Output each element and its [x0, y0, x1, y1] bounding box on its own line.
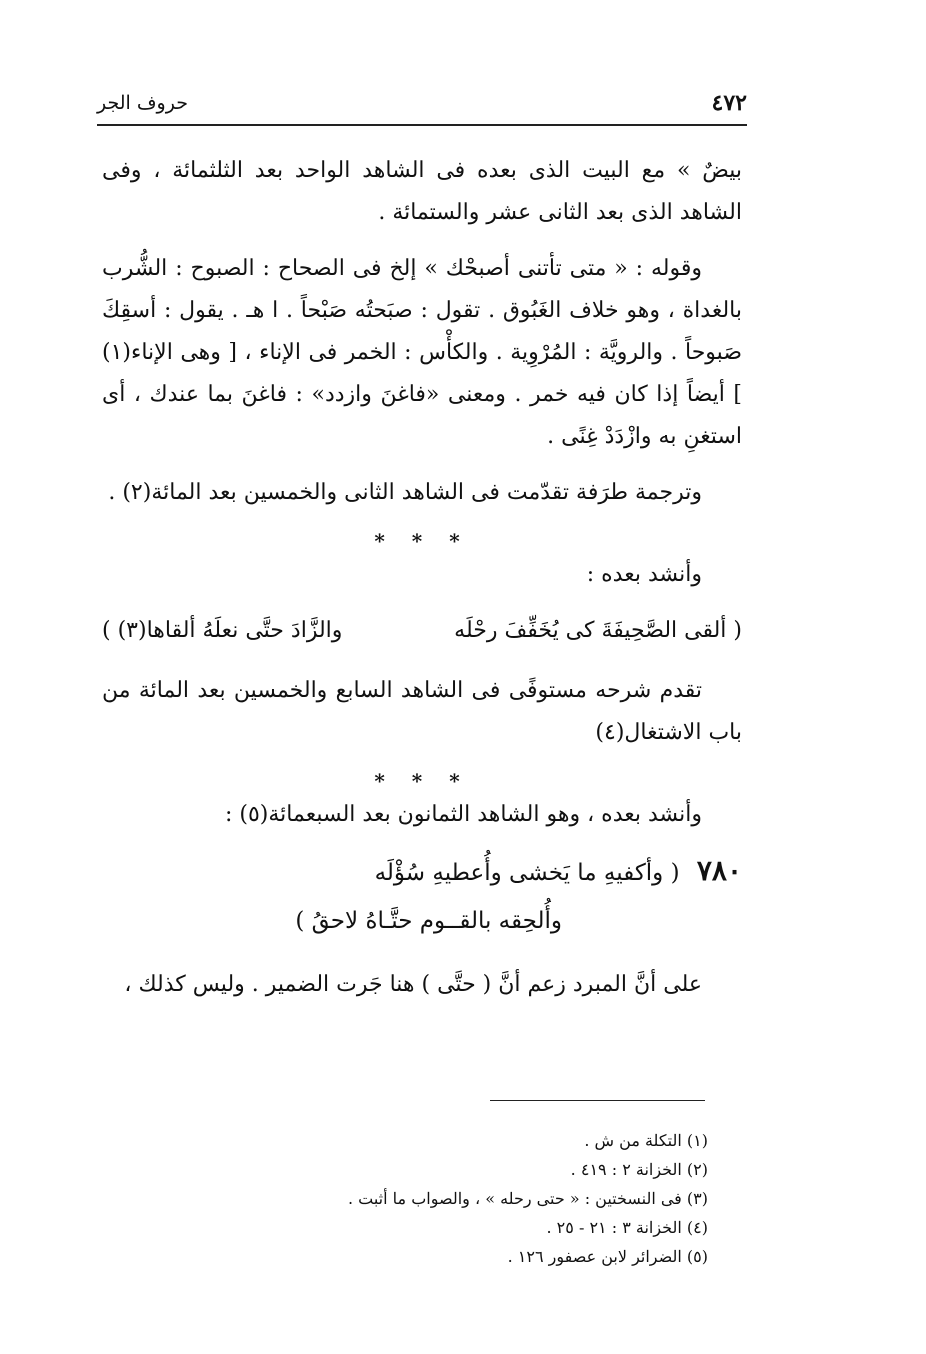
verse-line	[102, 610, 742, 652]
shahid-number: ٧٨٠	[696, 854, 742, 887]
footnote-1: (١) التكلة من ش .	[584, 1131, 708, 1150]
footnote-rule	[490, 1100, 705, 1101]
verse-first-hemistich: ( ألقى الصَّحِيفَةَ كى يُخَفِّفَ رحْلَه	[454, 618, 742, 643]
verse-second-hemistich: والزَّادَ حتَّى نعلَهُ ألقاها(٣) )	[102, 618, 343, 643]
section-divider-stars: * * *	[374, 529, 470, 553]
paragraph-4: وأنشد بعده :	[586, 562, 702, 587]
page-number: ٤٧٢	[711, 90, 747, 116]
paragraph-5: تقدم شرحه مستوفًى فى الشاهد السابع والخمسين بعد المائة من باب الاشتغال(٤)	[102, 678, 742, 745]
running-title: حروف الجر	[97, 92, 188, 114]
footnote-4: (٤) الخزانة ٣ : ٢١ - ٢٥ .	[546, 1218, 708, 1237]
shahid-second-hemistich: وأُلحِقه بالقــوم حتَّـاهُ لاحقُ )	[295, 908, 562, 934]
footnote-3: (٣) فى النسختين : « حتى رحله » ، والصواب ما أثبت .	[347, 1189, 708, 1208]
page-header	[97, 90, 747, 124]
paragraph-6: وأنشد بعده ، وهو الشاهد الثمانون بعد السبعمائة(٥) :	[224, 802, 702, 827]
paragraph-1: بيضٌ » مع البيت الذى بعده فى الشاهد الواحد بعد الثلثمائة ، وفى الشاهد الذى بعد الثانى عشر والستمائة .	[102, 158, 742, 225]
paragraph-3: وترجمة طرَفة تقدّمت فى الشاهد الثانى والخمسين بعد المائة(٢) .	[108, 480, 702, 505]
footnotes	[300, 1126, 708, 1271]
footnote-2: (٢) الخزانة ٢ : ٤١٩ .	[570, 1160, 708, 1179]
header-rule	[97, 124, 747, 126]
paragraph-2: وقوله : « متى تأتنى أصبحْك » إلخ فى الصحاح : الصبوح : الشُّرب بالغداة ، وهو خلاف الغَبُوق . تقول : صبَحتُه صَبْحاً . ا هـ . يقول : أسقِكَ صَبوحاً . والرويَّة : المُرْوِية . والكأْس : الخمر فى الإناء ، [ وهى الإناء(١) ] أيضاً إذا كان فيه خمر . ومعنى «فاغنَ وازدد» : فاغنَ بما عندك ، أى استغنِ به وازْدَدْ غِنًى .	[102, 256, 742, 449]
section-divider-stars: * * *	[374, 769, 470, 793]
paragraph-7: على أنَّ المبرد زعم أنَّ ( حتَّى ) هنا جَرت الضمير . وليس كذلك ،	[124, 972, 702, 997]
main-text	[102, 150, 742, 1020]
footnote-5: (٥) الضرائر لابن عصفور ١٢٦ .	[507, 1247, 708, 1266]
shahid-verse-first-line	[102, 850, 742, 894]
shahid-first-hemistich: ( وأكفيهِ ما يَخشى وأُعطيهِ سُؤْلَه	[374, 860, 680, 886]
